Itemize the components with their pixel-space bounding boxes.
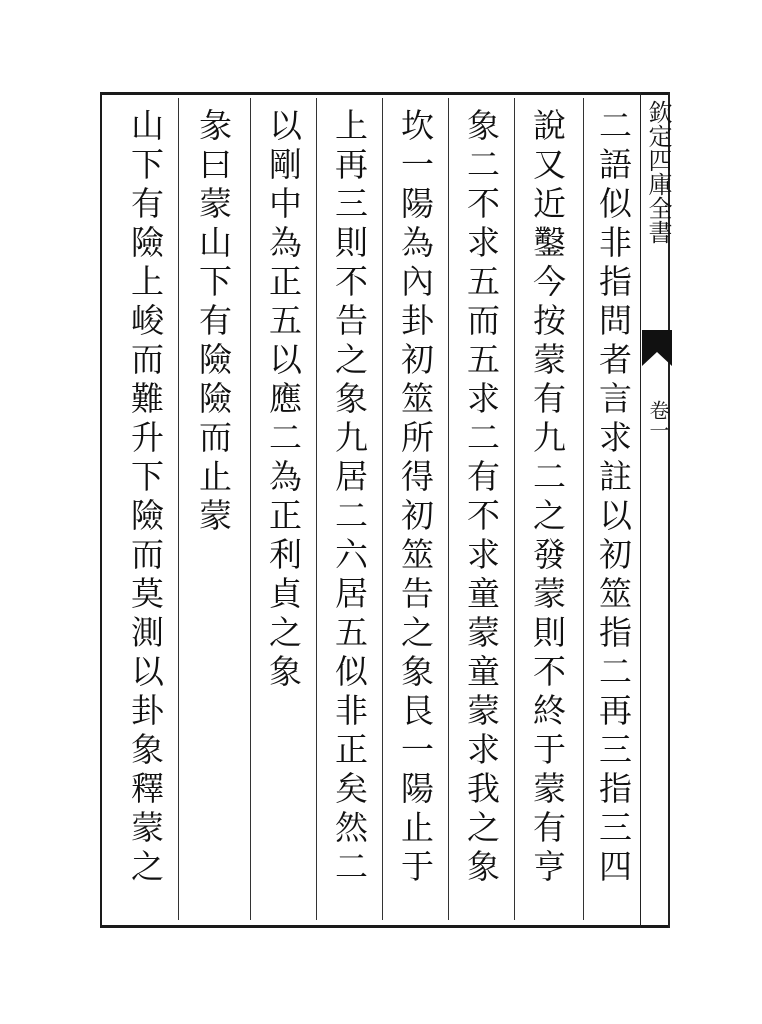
column-rule bbox=[382, 98, 383, 920]
column-rule bbox=[178, 98, 179, 920]
text-column: 上再三則不告之象九居二六居五似非正矣然二 bbox=[330, 108, 369, 888]
text-column: 說又近鑿今按蒙有九二之發蒙則不終于蒙有亨 bbox=[528, 108, 567, 888]
text-column: 二語似非指問者言求註以初筮指二再三指三四 bbox=[594, 108, 633, 888]
fish-tail-mark bbox=[642, 330, 672, 366]
text-column: 象二不求五而五求二有不求童蒙童蒙求我之象 bbox=[462, 108, 501, 888]
text-column: 山下有險上峻而難升下險而莫測以卦象釋蒙之 bbox=[126, 108, 165, 888]
column-rule bbox=[583, 98, 584, 920]
volume-label: 卷一 bbox=[646, 400, 670, 440]
book-title: 欽定四庫全書 bbox=[644, 100, 672, 244]
text-column: 坎一陽為內卦初筮所得初筮告之象艮一陽止于 bbox=[396, 108, 435, 888]
column-rule bbox=[514, 98, 515, 920]
page-frame bbox=[100, 92, 670, 928]
text-column: 以剛中為正五以應二為正利貞之象 bbox=[264, 108, 303, 693]
text-column: 彖曰蒙山下有險險而止蒙 bbox=[194, 108, 233, 537]
column-rule bbox=[250, 98, 251, 920]
column-rule bbox=[316, 98, 317, 920]
column-rule bbox=[448, 98, 449, 920]
